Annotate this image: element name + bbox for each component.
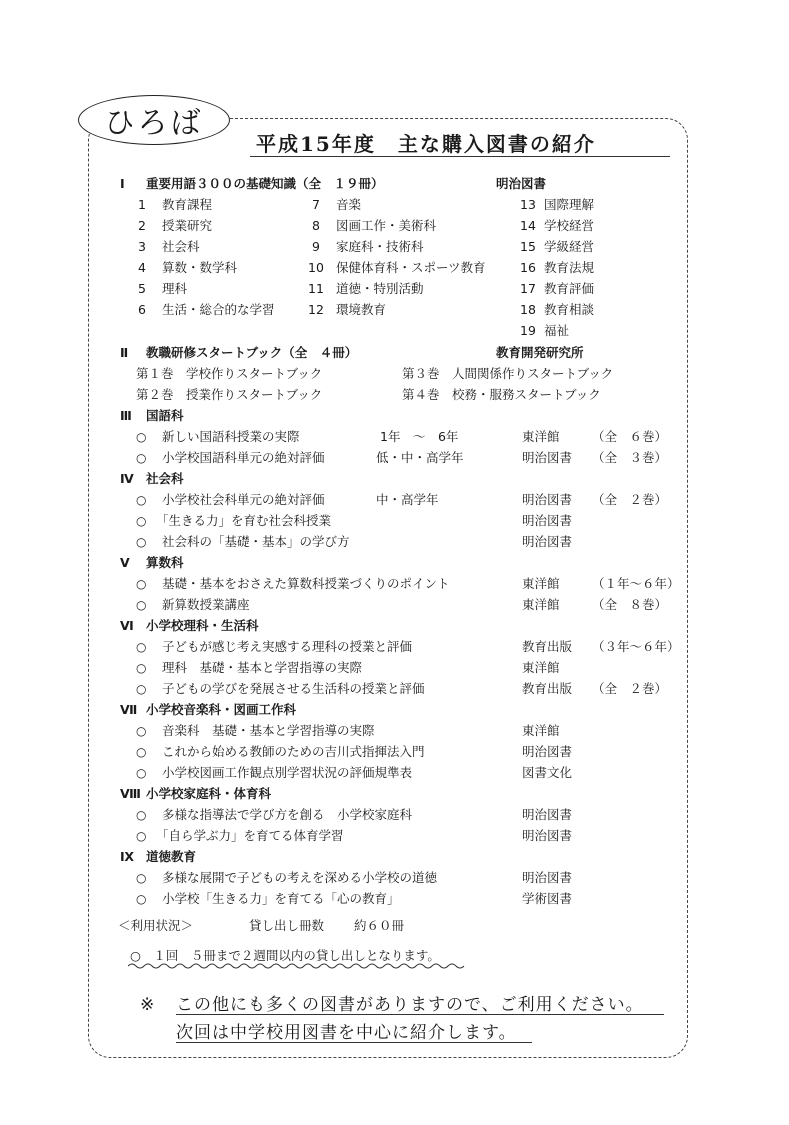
list-item: 社会科 xyxy=(162,239,200,254)
book-publisher: 東洋館 xyxy=(522,723,560,738)
book-publisher: 学術図書 xyxy=(522,891,573,906)
list-item: 国際理解 xyxy=(544,197,595,212)
list-item: 10 xyxy=(308,260,324,275)
list-item: 図画工作・美術科 xyxy=(336,218,437,233)
list-item: 第２巻 授業作りスタートブック xyxy=(136,387,323,402)
book-title: 基礎・基本をおさえた算数科授業づくりのポイント xyxy=(162,576,450,591)
book-volumes: （全 ６巻） xyxy=(592,429,668,444)
section-4-number: Ⅳ xyxy=(120,471,134,486)
book-title: 小学校国語科単元の絶対評価 xyxy=(162,450,325,465)
bullet-icon: ○ xyxy=(136,892,147,906)
book-title: 新しい国語科授業の実際 xyxy=(162,429,300,444)
section-9-number: Ⅸ xyxy=(120,849,135,864)
list-item: 6 xyxy=(138,302,146,317)
next-issue-underline xyxy=(176,1042,532,1043)
bullet-icon: ○ xyxy=(136,577,147,591)
closing-message: ※ この他にも多くの図書がありますので、ご利用ください。 xyxy=(140,995,644,1015)
book-title: これから始める教師のための吉川式指揮法入門 xyxy=(162,744,425,759)
list-item: 15 xyxy=(520,239,536,254)
bullet-icon: ○ xyxy=(136,598,147,612)
book-grade: 中・高学年 xyxy=(376,492,439,507)
closing-underline xyxy=(176,1014,664,1015)
lending-note: ○ １回 ５冊まで２週間以内の貸し出しとなります。 xyxy=(130,948,440,963)
list-item: 16 xyxy=(520,260,536,275)
bullet-icon: ○ xyxy=(136,493,147,507)
book-publisher: 明治図書 xyxy=(522,870,573,885)
list-item: 保健体育科・スポーツ教育 xyxy=(336,260,486,275)
section-6-number: Ⅵ xyxy=(120,618,134,633)
list-item: 18 xyxy=(520,302,536,317)
section-2-publisher: 教育開発研究所 xyxy=(496,345,584,360)
book-title: 理科 基礎・基本と学習指導の実際 xyxy=(162,660,363,675)
list-item: 19 xyxy=(520,323,536,338)
book-volumes: （全 ３巻） xyxy=(592,450,668,465)
bullet-icon: ○ xyxy=(136,808,147,822)
book-title: 社会科の「基礎・基本」の学び方 xyxy=(162,534,350,549)
list-item: 12 xyxy=(308,302,324,317)
hiroba-badge: ひろば xyxy=(78,95,230,145)
book-title: 新算数授業講座 xyxy=(162,597,250,612)
book-title: 「生きる力」を育む社会科授業 xyxy=(156,513,332,528)
bullet-icon: ○ xyxy=(136,829,147,843)
list-item: 11 xyxy=(308,281,324,296)
page-title: 平成15年度 主な購入図書の紹介 xyxy=(256,132,596,156)
book-title: 小学校「生きる力」を育てる「心の教育」 xyxy=(162,891,400,906)
list-item: 第３巻 人間関係作りスタートブック xyxy=(402,366,614,381)
list-item: 14 xyxy=(520,218,536,233)
book-publisher: 東洋館 xyxy=(522,597,560,612)
list-item: 算数・数学科 xyxy=(162,260,238,275)
book-volumes: （３年〜６年） xyxy=(592,639,680,654)
section-8-title: 小学校家庭科・体育科 xyxy=(146,786,272,801)
bullet-icon: ○ xyxy=(136,640,147,654)
book-publisher: 明治図書 xyxy=(522,807,573,822)
bullet-icon: ○ xyxy=(136,535,147,549)
list-item: 道徳・特別活動 xyxy=(336,281,424,296)
section-5-title: 算数科 xyxy=(146,555,184,570)
list-item: 家庭科・技術科 xyxy=(336,239,424,254)
section-2-title: 教職研修スタートブック（全 ４冊） xyxy=(146,345,358,360)
book-publisher: 東洋館 xyxy=(522,576,560,591)
list-item: 17 xyxy=(520,281,536,296)
book-publisher: 明治図書 xyxy=(522,828,573,843)
wavy-underline xyxy=(128,962,468,970)
section-3-title: 国語科 xyxy=(146,408,184,423)
section-7-number: Ⅶ xyxy=(120,702,138,717)
book-title: 多様な指導法で学び方を創る 小学校家庭科 xyxy=(162,807,413,822)
section-1-publisher: 明治図書 xyxy=(496,176,547,191)
book-grade: 低・中・高学年 xyxy=(376,450,464,465)
bullet-icon: ○ xyxy=(136,766,147,780)
list-item: 9 xyxy=(312,239,320,254)
book-grade: 1年 〜 6年 xyxy=(380,429,459,444)
list-item: 教育評価 xyxy=(544,281,595,296)
book-volumes: （１年〜６年） xyxy=(592,576,680,591)
section-7-title: 小学校音楽科・図画工作科 xyxy=(146,702,297,717)
list-item: 13 xyxy=(520,197,536,212)
section-9-title: 道徳教育 xyxy=(146,849,197,864)
list-item: 4 xyxy=(138,260,146,275)
book-title: 音楽科 基礎・基本と学習指導の実際 xyxy=(162,723,375,738)
bullet-icon: ○ xyxy=(136,661,147,675)
list-item: 教育相談 xyxy=(544,302,595,317)
book-publisher: 東洋館 xyxy=(522,429,560,444)
list-item: 第１巻 学校作りスタートブック xyxy=(136,366,323,381)
book-publisher: 明治図書 xyxy=(522,534,573,549)
book-publisher: 明治図書 xyxy=(522,744,573,759)
reference-mark-icon: ※ xyxy=(140,995,156,1015)
book-title: 小学校社会科単元の絶対評価 xyxy=(162,492,325,507)
list-item: 生活・総合的な学習 xyxy=(162,302,275,317)
section-1-number: Ⅰ xyxy=(120,176,125,191)
list-item: 1 xyxy=(138,197,146,212)
list-item: 5 xyxy=(138,281,146,296)
book-publisher: 明治図書 xyxy=(522,450,573,465)
list-item: 2 xyxy=(138,218,146,233)
bullet-icon: ○ xyxy=(136,430,147,444)
list-item: 7 xyxy=(312,197,320,212)
book-publisher: 図書文化 xyxy=(522,765,573,780)
book-volumes: （全 ８巻） xyxy=(592,597,668,612)
list-item: 環境教育 xyxy=(336,302,387,317)
section-2-number: Ⅱ xyxy=(120,345,129,360)
bullet-icon: ○ xyxy=(136,724,147,738)
section-3-number: Ⅲ xyxy=(120,408,132,423)
book-publisher: 明治図書 xyxy=(522,492,573,507)
section-4-title: 社会科 xyxy=(146,471,184,486)
book-title: 多様な展開で子どもの考えを深める小学校の道徳 xyxy=(162,870,438,885)
list-item: 3 xyxy=(138,239,146,254)
list-item: 第４巻 校務・服務スタートブック xyxy=(402,387,601,402)
book-publisher: 明治図書 xyxy=(522,513,573,528)
title-underline xyxy=(250,156,670,157)
book-volumes: （全 ２巻） xyxy=(592,492,668,507)
list-item: 授業研究 xyxy=(162,218,213,233)
book-publisher: 教育出版 xyxy=(522,639,573,654)
list-item: 理科 xyxy=(162,281,188,296)
next-issue-message: 次回は中学校用図書を中心に紹介します。 xyxy=(176,1023,517,1043)
list-item: 教育課程 xyxy=(162,197,213,212)
list-item: 福祉 xyxy=(544,323,570,338)
section-8-number: Ⅷ xyxy=(120,786,141,801)
usage-status: ＜利用状況＞ 貸し出し冊数 約６０冊 xyxy=(118,918,405,933)
section-1-title: 重要用語３００の基礎知識（全 １９冊） xyxy=(146,176,384,191)
bullet-icon: ○ xyxy=(136,682,147,696)
section-6-title: 小学校理科・生活科 xyxy=(146,618,259,633)
book-volumes: （全 ２巻） xyxy=(592,681,668,696)
section-5-number: Ⅴ xyxy=(120,555,130,570)
bullet-icon: ○ xyxy=(136,745,147,759)
bullet-icon: ○ xyxy=(136,451,147,465)
list-item: 学級経営 xyxy=(544,239,595,254)
book-title: 子どもが感じ考え実感する理科の授業と評価 xyxy=(162,639,413,654)
bullet-icon: ○ xyxy=(136,871,147,885)
book-publisher: 東洋館 xyxy=(522,660,560,675)
list-item: 教育法規 xyxy=(544,260,595,275)
bullet-icon: ○ xyxy=(136,514,147,528)
list-item: 音楽 xyxy=(336,197,362,212)
book-publisher: 教育出版 xyxy=(522,681,573,696)
book-title: 子どもの学びを発展させる生活科の授業と評価 xyxy=(162,681,425,696)
list-item: 学校経営 xyxy=(544,218,595,233)
list-item: 8 xyxy=(312,218,320,233)
book-title: 「自ら学ぶ力」を育てる体育学習 xyxy=(156,828,344,843)
book-title: 小学校図画工作観点別学習状況の評価規準表 xyxy=(162,765,413,780)
